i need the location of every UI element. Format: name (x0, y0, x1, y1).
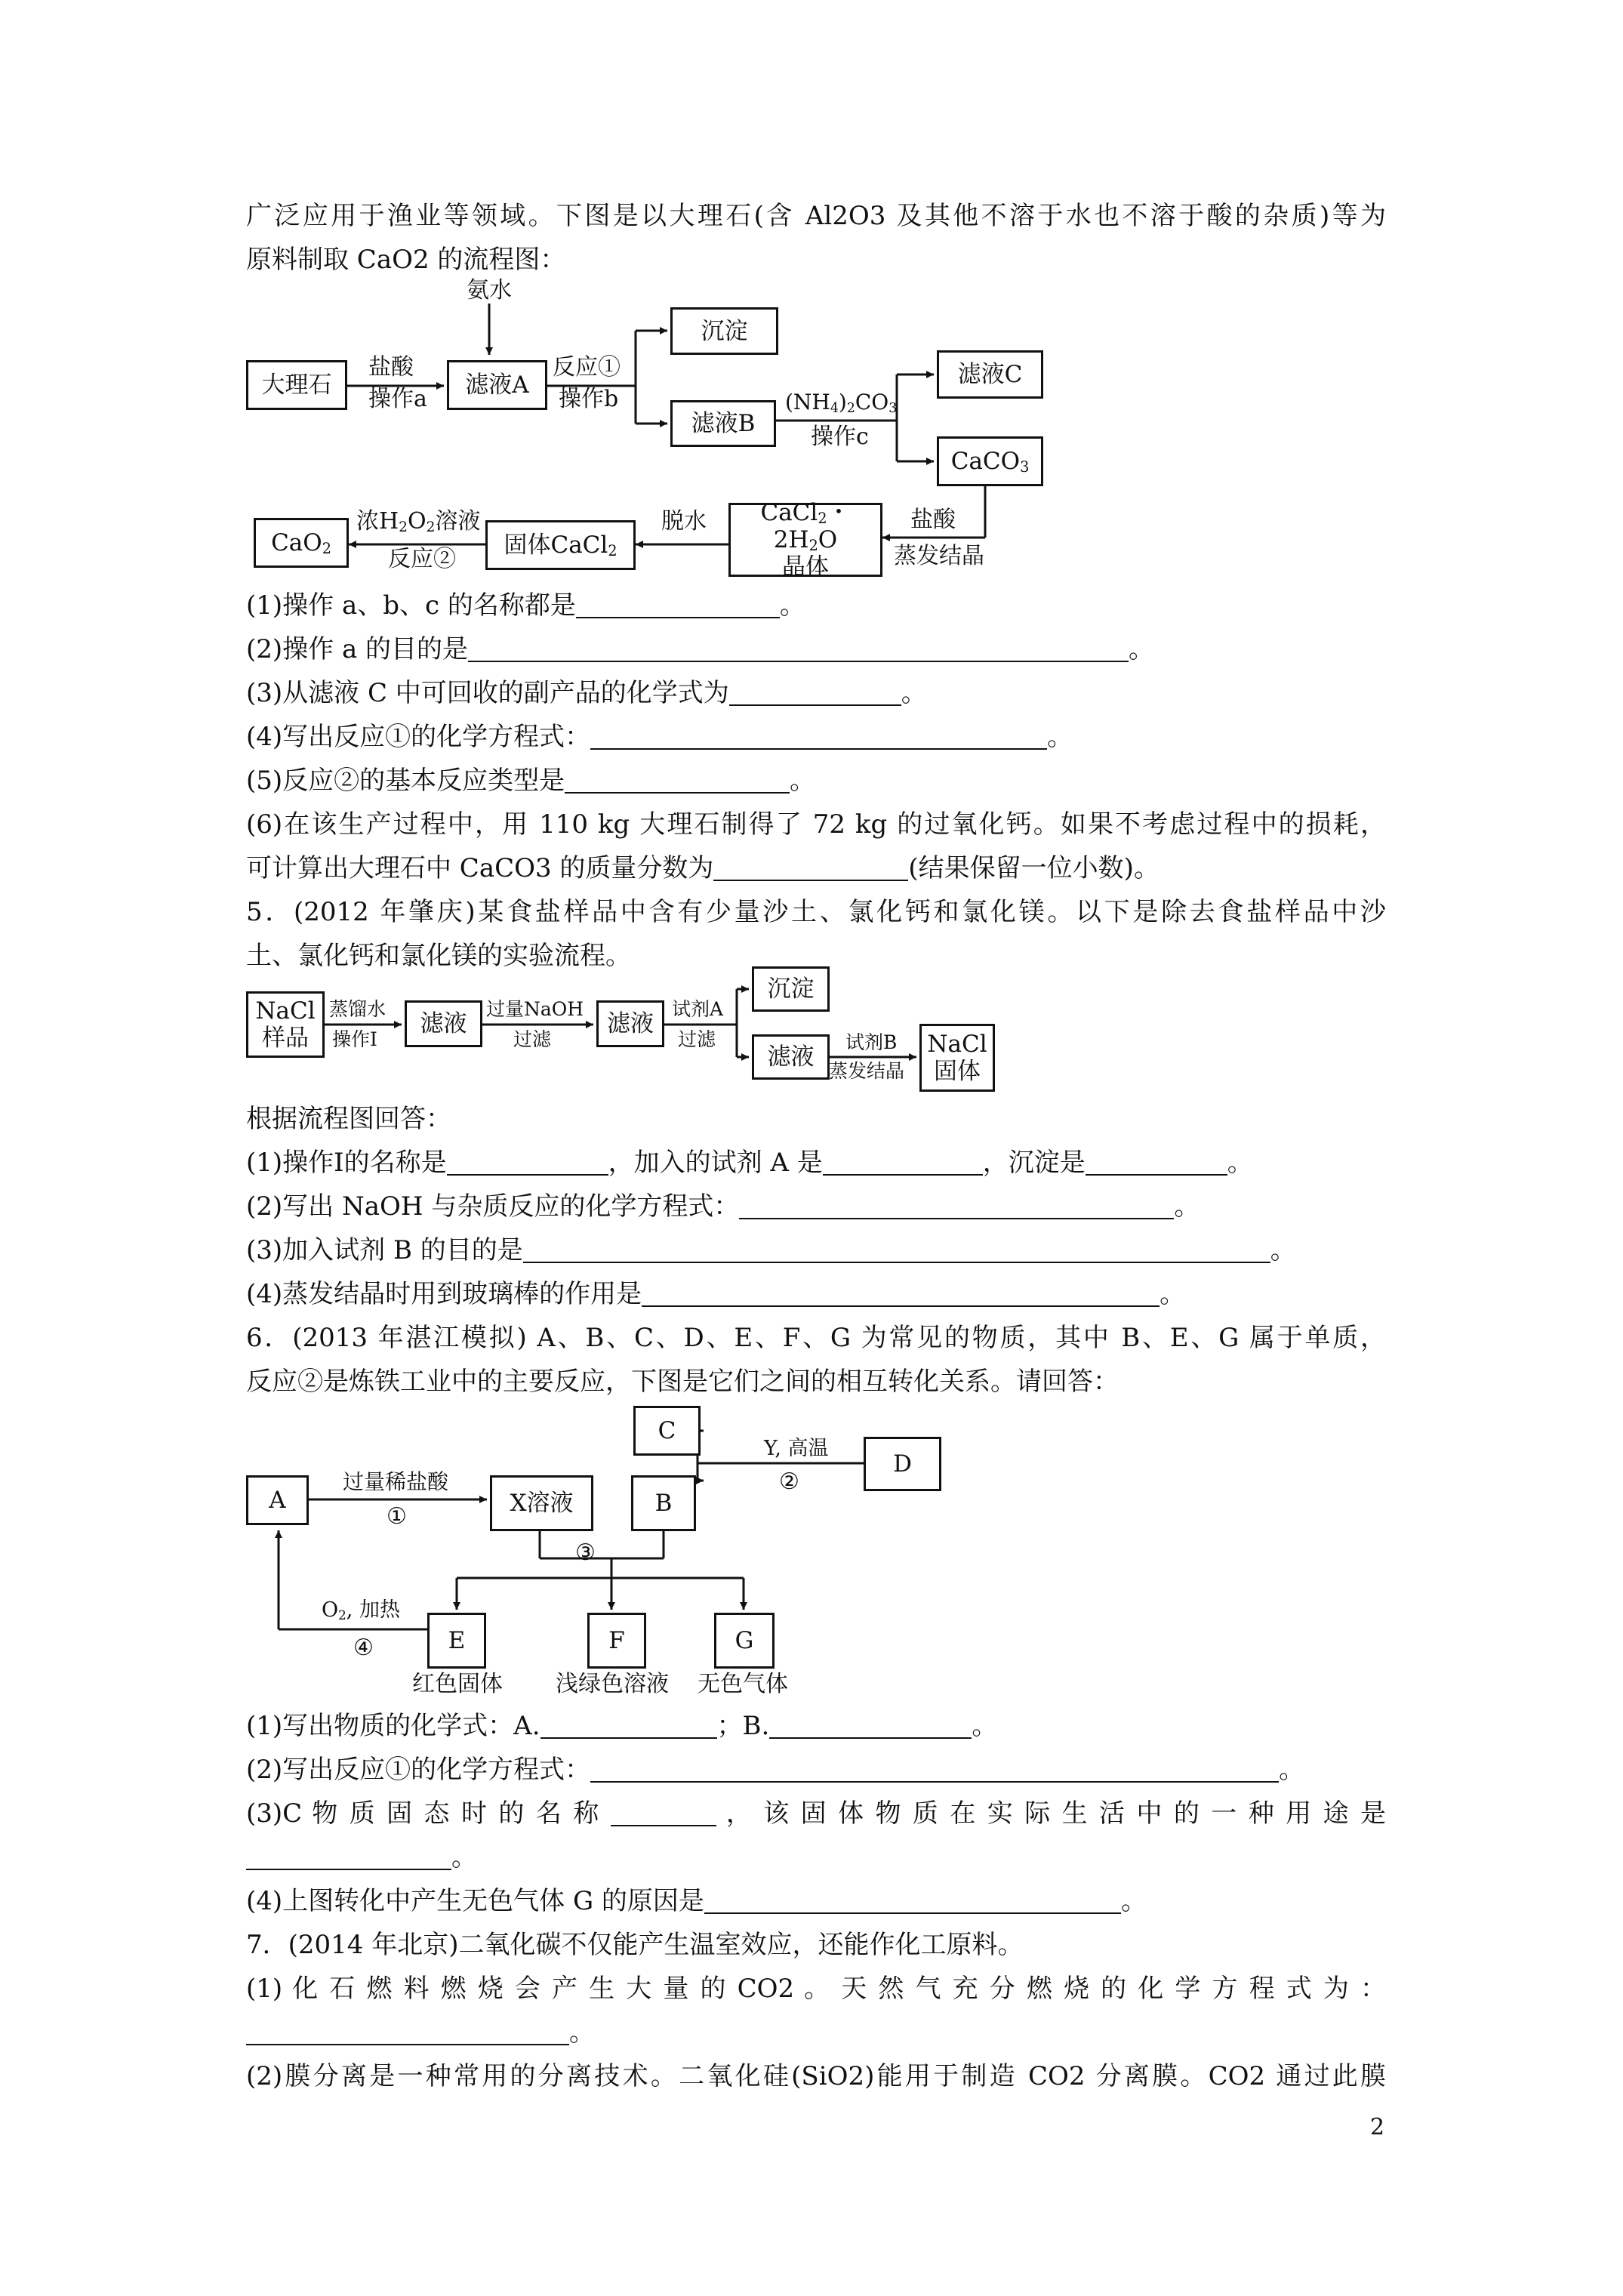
label-nong-h2o2: 浓$H_2O_2$溶液 (356, 508, 481, 535)
q6-line-1: (1)写出物质的化学式：A. ；B. 。 (246, 1711, 998, 1741)
answer-blank[interactable] (246, 2020, 569, 2045)
p5-line-2: 土、氯化钙和氯化镁的实验流程。 (246, 941, 631, 971)
box-x-solution: X溶液 (490, 1475, 593, 1531)
q5-line-3: (3)加入试剂 B 的目的是 。 (246, 1235, 1296, 1265)
label-nh4-2co3: $(NH_4)_2CO_3$ (785, 390, 898, 416)
label-e-desc: 红色固体 (412, 1671, 503, 1697)
p6-line-1: 6．(2013 年湛江模拟) A、B、C、D、E、F、G 为常见的物质，其中 B、E、G 属于单质， (246, 1323, 1386, 1353)
q6-line-3b: 。 (246, 1839, 477, 1875)
label-caozuo-a: 操作a (368, 386, 427, 412)
answer-blank[interactable] (540, 1713, 717, 1739)
label-reaction-3: ③ (575, 1539, 596, 1566)
p7-line-3: (2)膜分离是一种常用的分离技术。二氧化硅(SiO2)能用于制造 CO2 分离膜。CO2 通过此膜 (246, 2061, 1386, 2091)
q4-line-3: (3)从滤液 C 中可回收的副产品的化学式为 。 (246, 678, 927, 708)
q4-line-6b: 可计算出大理石中 CaCO3 的质量分数为 (结果保留一位小数)。 (246, 853, 1160, 883)
box-d: D (864, 1437, 941, 1491)
answer-blank[interactable] (468, 636, 1129, 662)
answer-blank[interactable] (713, 855, 908, 881)
p6-line-2: 反应②是炼铁工业中的主要反应，下图是它们之间的相互转化关系。请回答： (246, 1367, 1119, 1397)
label-jingti: 晶体 (782, 553, 829, 581)
answer-blank[interactable] (576, 593, 780, 618)
q4-line-6a: (6)在该生产过程中，用 110 kg 大理石制得了 72 kg 的过氧化钙。如果不考虑过程中的损耗， (246, 809, 1386, 840)
label-f-desc: 浅绿色溶液 (556, 1671, 669, 1697)
box-chendian-2: 沉淀 (752, 966, 830, 1012)
q5-line-2: (2)写出 NaOH 与杂质反应的化学方程式： 。 (246, 1191, 1200, 1222)
label-fanying-2: 反应② (388, 546, 456, 572)
label-reaction-4: ④ (353, 1635, 374, 1661)
label-caozuo-b: 操作b (559, 386, 619, 412)
label-guoliang-xiyansuan: 过量稀盐酸 (343, 1469, 449, 1494)
box-chendian: 沉淀 (670, 307, 778, 355)
label-zhengfa: 蒸发结晶 (894, 543, 984, 569)
answer-blank[interactable] (704, 1888, 1121, 1914)
box-lvye-a: 滤液A (447, 360, 547, 410)
p7-line-2: (1) 化 石 燃 料 燃 烧 会 产 生 大 量 的 CO2 。 天 然 气 充 分 燃 烧 的 化 学 方 程 式 为 ： (246, 1974, 1386, 2004)
label-caozuo-1: 操作Ⅰ (332, 1028, 377, 1050)
label-reaction-1: ① (387, 1503, 407, 1530)
q4-line-4: (4)写出反应①的化学方程式： 。 (246, 722, 1073, 752)
box-guti-cacl2: 固体CaCl$_2$ (485, 520, 636, 570)
label-g-desc: 无色气体 (698, 1671, 788, 1697)
q4-line-5: (5)反应②的基本反应类型是 。 (246, 766, 816, 796)
box-nacl-guti: NaCl 固体 (919, 1024, 995, 1092)
box-e: E (427, 1613, 486, 1669)
p7-line-1: 7．(2014 年北京)二氧化碳不仅能产生温室效应，还能作化工原料。 (246, 1930, 1024, 1960)
answer-blank[interactable] (523, 1237, 1270, 1263)
intro-line-1: 广泛应用于渔业等领域。下图是以大理石(含 Al2O3 及其他不溶于水也不溶于酸的杂质)等为 (246, 201, 1386, 231)
q6-line-3: (3)C 物 质 固 态 时 的 名 称 ， 该 固 体 物 质 在 实 际 生 活 中 的 一 种 用 途 是 (246, 1798, 1387, 1829)
label-reaction-2: ② (779, 1469, 799, 1495)
label-shiji-a: 试剂A (672, 998, 724, 1020)
label-guolv-2: 过滤 (678, 1028, 716, 1050)
box-dalishi: 大理石 (246, 360, 347, 410)
q6-line-4: (4)上图转化中产生无色气体 G 的原因是 。 (246, 1886, 1147, 1916)
label-o2-jiare: $O_2$, 加热 (322, 1598, 400, 1623)
answer-blank[interactable] (611, 1801, 716, 1826)
box-lvye-1: 滤液 (405, 1000, 482, 1047)
label-anshui: 氨水 (467, 277, 512, 304)
answer-blank[interactable] (1086, 1150, 1227, 1176)
label-fanying-1: 反应① (553, 354, 621, 381)
box-cacl2-2h2o: CaCl$_2$・$2H_2O$ 晶体 (728, 503, 882, 577)
answer-blank[interactable] (246, 1845, 451, 1870)
box-f: F (587, 1613, 646, 1669)
answer-blank[interactable] (565, 768, 790, 794)
label-zhengliushui: 蒸馏水 (329, 998, 387, 1020)
p5-line-1: 5．(2012 年肇庆)某食盐样品中含有少量沙土、氯化钙和氯化镁。以下是除去食盐样品中沙 (246, 897, 1386, 927)
answer-blank[interactable] (642, 1281, 1160, 1307)
answer-blank[interactable] (739, 1194, 1174, 1219)
q5-line-4: (4)蒸发结晶时用到玻璃棒的作用是 。 (246, 1279, 1186, 1309)
label-yansuan-2: 盐酸 (910, 507, 956, 533)
box-g: G (714, 1613, 775, 1669)
answer-blank[interactable] (447, 1150, 608, 1176)
box-lvye-b: 滤液B (670, 400, 776, 447)
q6-line-2: (2)写出反应①的化学方程式： 。 (246, 1755, 1305, 1785)
box-nacl-yangpin: NaCl 样品 (246, 991, 325, 1058)
answer-blank[interactable] (729, 680, 901, 706)
answer-blank[interactable] (590, 724, 1047, 750)
box-lvye-c: 滤液C (937, 350, 1043, 399)
answer-blank[interactable] (769, 1713, 972, 1739)
box-lvye-3: 滤液 (752, 1034, 830, 1080)
page-number: 2 (1370, 2114, 1385, 2140)
box-cao2: CaO$_2$ (254, 518, 349, 568)
label-y-gaowen: Y, 高温 (764, 1437, 829, 1460)
box-c: C (633, 1406, 701, 1456)
label-tuoshui: 脱水 (661, 508, 707, 535)
q5-line-1: (1)操作Ⅰ的名称是 ，加入的试剂 A 是 ，沉淀是 。 (246, 1148, 1253, 1178)
intro-line-2: 原料制取 CaO2 的流程图： (246, 245, 566, 275)
box-lvye-2: 滤液 (596, 1000, 664, 1047)
q4-line-2: (2)操作 a 的目的是 。 (246, 634, 1155, 664)
label-zhengfa-2: 蒸发结晶 (829, 1060, 905, 1082)
answer-blank[interactable] (823, 1150, 983, 1176)
label-shiji-b: 试剂B (845, 1031, 898, 1053)
q4-line-1: (1)操作 a、b、c 的名称都是 。 (246, 590, 805, 621)
q5-intro: 根据流程图回答： (246, 1104, 451, 1134)
box-a: A (246, 1475, 309, 1525)
label-yansuan: 盐酸 (368, 354, 414, 381)
label-caozuo-c: 操作c (811, 424, 869, 450)
label-guolv-1: 过滤 (513, 1028, 552, 1050)
box-b: B (631, 1475, 696, 1531)
box-caco3: CaCO$_3$ (937, 436, 1043, 486)
answer-blank[interactable] (590, 1757, 1279, 1783)
label-guoliang-naoh: 过量NaOH (486, 998, 584, 1020)
p7-line-2b: 。 (246, 2014, 595, 2051)
